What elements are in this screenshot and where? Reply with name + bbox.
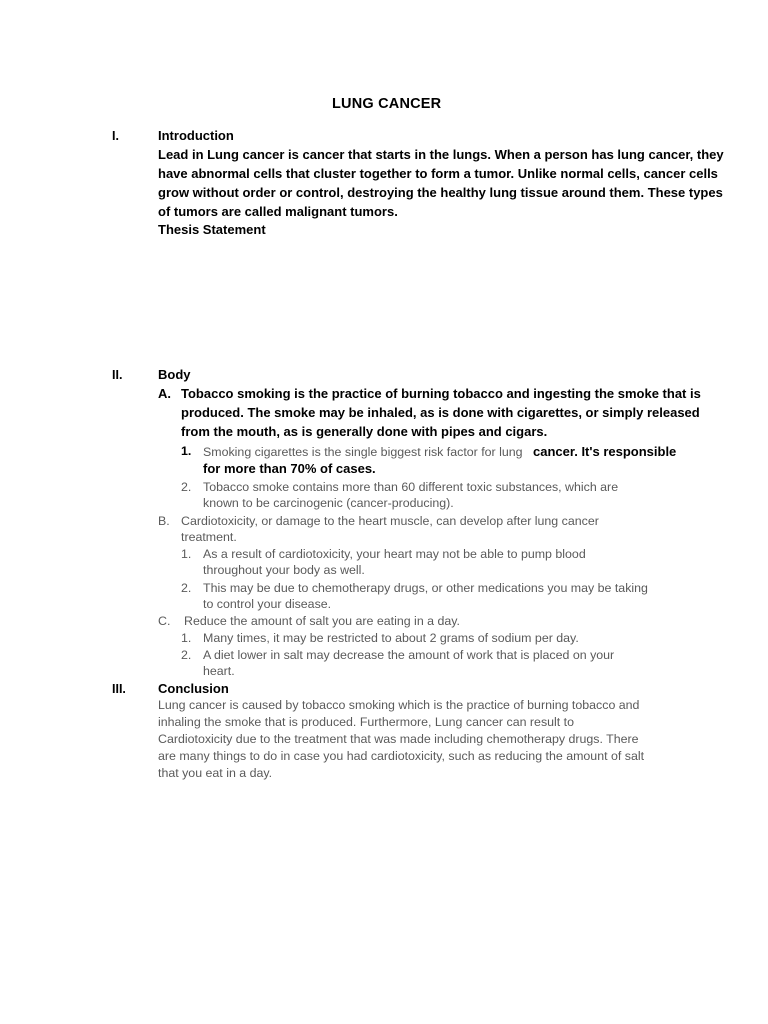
list-item-line: known to be carcinogenic (cancer-producing). (203, 496, 454, 510)
conclusion-line: inhaling the smoke that is produced. Furthermore, Lung cancer can result to (158, 715, 574, 729)
subsection-a-line: produced. The smoke may be inhaled, as is done with cigarettes, or simply released (181, 405, 700, 420)
section-heading-conclusion: Conclusion (158, 681, 229, 696)
subsection-b-line: treatment. (181, 530, 237, 544)
conclusion-line: Lung cancer is caused by tobacco smoking which is the practice of burning tobacco and (158, 698, 640, 712)
subsection-a-line: Tobacco smoking is the practice of burning tobacco and ingesting the smoke that is (181, 386, 701, 401)
list-item-line: Many times, it may be restricted to about 2 grams of sodium per day. (203, 631, 579, 645)
list-number: 1. (181, 631, 192, 645)
list-item-line (203, 443, 676, 461)
list-item-text-regular: Smoking cigarettes is the single biggest risk factor for lung (203, 445, 523, 459)
subsection-letter-b: B. (158, 514, 170, 528)
list-number: 1. (181, 444, 192, 458)
conclusion-line: are many things to do in case you had cardiotoxicity, such as reducing the amount of salt (158, 749, 645, 763)
subsection-letter-c: C. (158, 614, 171, 628)
subsection-b-line: Cardiotoxicity, or damage to the heart muscle, can develop after lung cancer (181, 514, 599, 528)
list-number: 2. (181, 480, 192, 494)
section-heading-intro: Introduction (158, 128, 234, 143)
subsection-c-line: Reduce the amount of salt you are eating in a day. (184, 614, 460, 628)
intro-line: of tumors are called malignant tumors. (158, 204, 398, 219)
subsection-a-line: from the mouth, as is generally done with pipes and cigars. (181, 424, 548, 439)
subsection-letter-a: A. (158, 386, 171, 401)
list-item-line: heart. (203, 664, 235, 678)
list-item-line: to control your disease. (203, 597, 332, 611)
list-item-line: As a result of cardiotoxicity, your heart may not be able to pump blood (203, 547, 586, 561)
intro-line: grow without order or control, destroying the healthy lung tissue around them. These types (158, 185, 723, 200)
list-item-text-bold: cancer. It's responsible (533, 444, 677, 459)
list-item-line: This may be due to chemotherapy drugs, or other medications you may be taking (203, 581, 648, 595)
list-item-line: for more than 70% of cases. (203, 461, 376, 476)
thesis-statement: Thesis Statement (158, 222, 266, 237)
list-item-line: throughout your body as well. (203, 563, 365, 577)
section-heading-body: Body (158, 367, 191, 382)
conclusion-line: that you eat in a day. (158, 766, 273, 780)
list-number: 2. (181, 581, 192, 595)
intro-line: have abnormal cells that cluster together to form a tumor. Unlike normal cells, cancer cells (158, 166, 718, 181)
section-numeral-intro: I. (112, 129, 119, 143)
section-numeral-conclusion: III. (112, 682, 126, 696)
section-numeral-body: II. (112, 368, 123, 382)
conclusion-line: Cardiotoxicity due to the treatment that was made including chemotherapy drugs. There (158, 732, 639, 746)
list-item-line: Tobacco smoke contains more than 60 different toxic substances, which are (203, 480, 619, 494)
page-title: LUNG CANCER (332, 96, 442, 112)
intro-line: Lead in Lung cancer is cancer that starts in the lungs. When a person has lung cancer, they (158, 147, 724, 162)
list-number: 1. (181, 547, 192, 561)
list-item-line: A diet lower in salt may decrease the amount of work that is placed on your (203, 648, 615, 662)
list-number: 2. (181, 648, 192, 662)
